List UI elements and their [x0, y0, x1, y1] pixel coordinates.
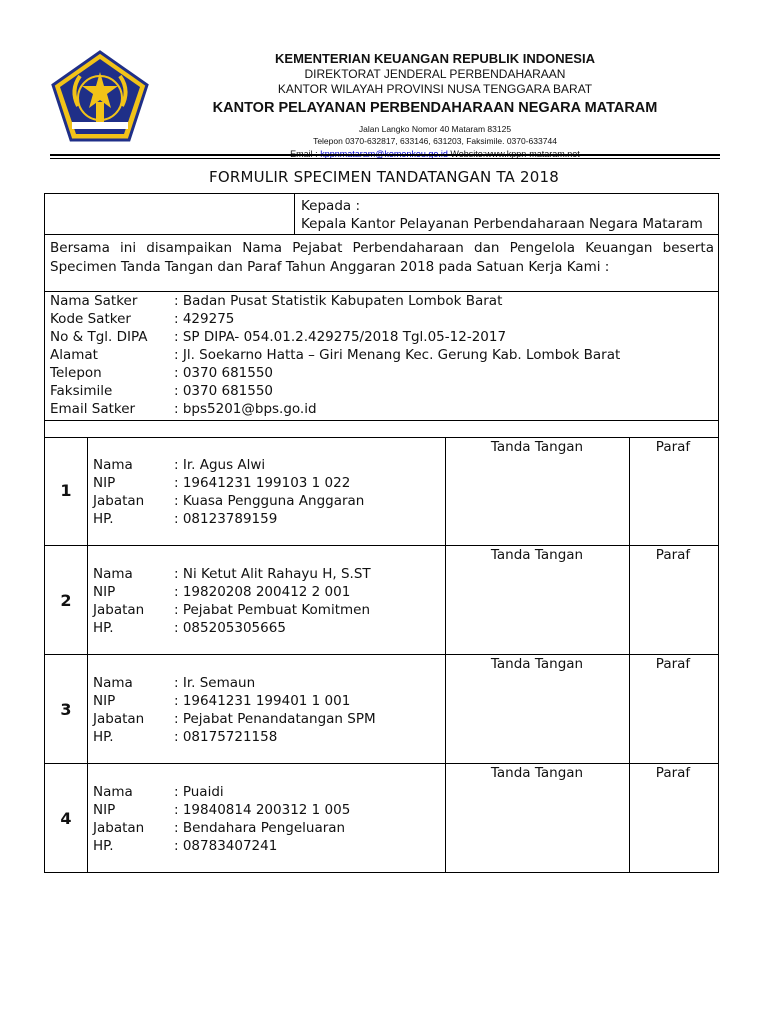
kepada-recipient: Kepala Kantor Pelayanan Perbendaharaan Negara Mataram: [301, 216, 703, 232]
letterhead-rule-thin: [50, 158, 720, 159]
office-phone: Telepon 0370-632817, 633146, 631203, Faksimile. 0370-633744: [313, 136, 557, 146]
official-position-label: Jabatan: [93, 711, 145, 727]
official-number: 1: [60, 481, 72, 500]
paraf-column-header: Paraf: [655, 547, 691, 563]
official-position-label: Jabatan: [93, 820, 145, 836]
specimen-form-table: [44, 193, 719, 873]
signature-column-header: Tanda Tangan: [490, 439, 584, 455]
official-nip-label: NIP: [93, 584, 116, 600]
official-position: : Bendahara Pengeluaran: [174, 820, 346, 836]
table-rule: [45, 420, 718, 421]
paraf-column-header: Paraf: [655, 656, 691, 672]
official-phone: : 08123789159: [174, 511, 278, 527]
satker-name-label: Nama Satker: [50, 293, 138, 309]
ministry-name: KEMENTERIAN KEUANGAN REPUBLIK INDONESIA: [275, 51, 595, 66]
official-name-label: Nama: [93, 457, 133, 473]
paraf-column-header: Paraf: [655, 439, 691, 455]
directorate-name: DIREKTORAT JENDERAL PERBENDAHARAAN: [304, 67, 566, 81]
office-name: KANTOR PELAYANAN PERBENDAHARAAN NEGARA MATARAM: [212, 100, 658, 116]
ministry-of-finance-logo: [50, 50, 150, 142]
official-name-label: Nama: [93, 784, 133, 800]
table-rule: [294, 194, 295, 234]
official-name: : Ir. Agus Alwi: [174, 457, 266, 473]
official-nip-label: NIP: [93, 802, 116, 818]
table-rule: [87, 437, 88, 873]
phone-value: : 0370 681550: [174, 365, 274, 381]
official-position: : Kuasa Pengguna Anggaran: [174, 493, 365, 509]
official-phone-label: HP.: [93, 838, 114, 854]
address-value: : Jl. Soekarno Hatta – Giri Menang Kec. Gerung Kab. Lombok Barat: [174, 347, 621, 363]
official-phone: : 08783407241: [174, 838, 278, 854]
official-number: 3: [60, 700, 72, 719]
official-phone-label: HP.: [93, 620, 114, 636]
official-name: : Puaidi: [174, 784, 224, 800]
official-nip-label: NIP: [93, 475, 116, 491]
form-title: FORMULIR SPECIMEN TANDATANGAN TA 2018: [209, 168, 559, 186]
phone-label: Telepon: [50, 365, 102, 381]
signature-column-header: Tanda Tangan: [490, 656, 584, 672]
letterhead-rule-thick: [50, 154, 720, 156]
official-position-label: Jabatan: [93, 602, 145, 618]
letterhead: [0, 0, 768, 160]
official-nip: : 19641231 199401 1 001: [174, 693, 351, 709]
official-phone: : 085205305665: [174, 620, 286, 636]
dipa-label: No & Tgl. DIPA: [50, 329, 148, 345]
email-satker-label: Email Satker: [50, 401, 136, 417]
table-rule: [45, 234, 718, 235]
official-nip: : 19641231 199103 1 022: [174, 475, 351, 491]
official-phone-label: HP.: [93, 729, 114, 745]
dipa-value: : SP DIPA- 054.01.2.429275/2018 Tgl.05-12-2017: [174, 329, 507, 345]
official-position: : Pejabat Penandatangan SPM: [174, 711, 376, 727]
office-address: Jalan Langko Nomor 40 Mataram 83125: [358, 124, 512, 134]
kepada-label: Kepada :: [301, 198, 361, 214]
official-nip: : 19820208 200412 2 001: [174, 584, 351, 600]
intro-paragraph: Bersama ini disampaikan Nama Pejabat Perbendaharaan dan Pengelola Keuangan beserta Specimen Tanda Tangan dan Paraf Tahun Anggaran 2018 pada Satuan Kerja Kami :: [50, 240, 714, 275]
official-name: : Ir. Semaun: [174, 675, 256, 691]
official-nip: : 19840814 200312 1 005: [174, 802, 351, 818]
official-nip-label: NIP: [93, 693, 116, 709]
fax-value: : 0370 681550: [174, 383, 274, 399]
official-name-label: Nama: [93, 566, 133, 582]
regional-office-name: KANTOR WILAYAH PROVINSI NUSA TENGGARA BARAT: [277, 82, 593, 96]
signature-column-header: Tanda Tangan: [490, 547, 584, 563]
official-number: 2: [60, 591, 72, 610]
email-satker-value: : bps5201@bps.go.id: [174, 401, 317, 417]
fax-label: Faksimile: [50, 383, 113, 399]
paraf-column-header: Paraf: [655, 765, 691, 781]
address-label: Alamat: [50, 347, 98, 363]
official-name-label: Nama: [93, 675, 133, 691]
satker-code-value: : 429275: [174, 311, 235, 327]
official-phone-label: HP.: [93, 511, 114, 527]
satker-name-value: : Badan Pusat Statistik Kabupaten Lombok Barat: [174, 293, 503, 309]
satker-code-label: Kode Satker: [50, 311, 131, 327]
official-position-label: Jabatan: [93, 493, 145, 509]
signature-column-header: Tanda Tangan: [490, 765, 584, 781]
official-position: : Pejabat Pembuat Komitmen: [174, 602, 371, 618]
official-phone: : 08175721158: [174, 729, 278, 745]
official-name: : Ni Ketut Alit Rahayu H, S.ST: [174, 566, 371, 582]
letterhead-text: [190, 50, 680, 160]
official-number: 4: [60, 809, 72, 828]
